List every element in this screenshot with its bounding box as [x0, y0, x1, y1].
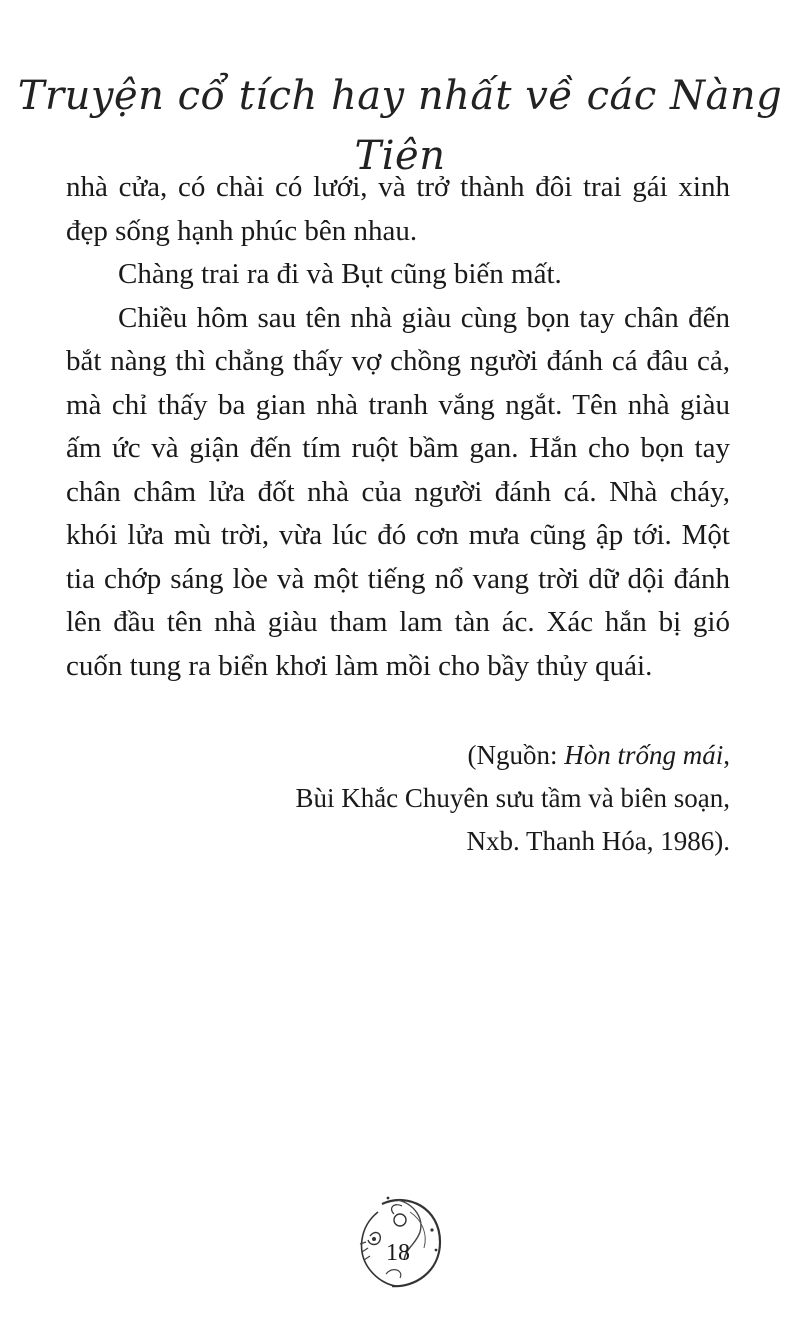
source-punctuation: , [723, 740, 730, 770]
running-header: Truyện cổ tích hay nhất về các Nàng Tiên [17, 73, 783, 179]
page-number: 18 [386, 1240, 410, 1266]
paragraph: Chàng trai ra đi và Bụt cũng biến mất. [118, 258, 562, 290]
source-line-1 [295, 734, 730, 777]
source-citation [295, 734, 730, 863]
paragraph-continuation: nhà cửa, có chài có lưới, và trở thành đôi trai gái xinh đẹp sống hạnh phúc bên nhau. [66, 171, 730, 247]
source-prefix: (Nguồn: [467, 740, 565, 770]
source-line-2: Bùi Khắc Chuyên sưu tầm và biên soạn, [295, 783, 730, 813]
source-line-3: Nxb. Thanh Hóa, 1986). [466, 826, 730, 856]
story-text [66, 166, 730, 688]
source-book-title: Hòn trống mái [564, 740, 724, 770]
paragraph: Chiều hôm sau tên nhà giàu cùng bọn tay chân đến bắt nàng thì chẳng thấy vợ chồng người đánh cá đâu cả, mà chỉ thấy ba gian nhà tranh vắng ngắt. Tên nhà giàu ấm ức và giận đến tím ruột bầm gan. Hắn cho bọn tay chân châm lửa đốt nhà của người đánh cá. Nhà cháy, khói lửa mù trời, vừa lúc đó cơn mưa cũng ập tới. Một tia chớp sáng lòe và một tiếng nổ vang trời dữ dội đánh lên đầu tên nhà giàu tham lam tàn ác. Xác hắn bị gió cuốn tung ra biển khơi làm mồi cho bầy thủy quái. [66, 301, 730, 682]
